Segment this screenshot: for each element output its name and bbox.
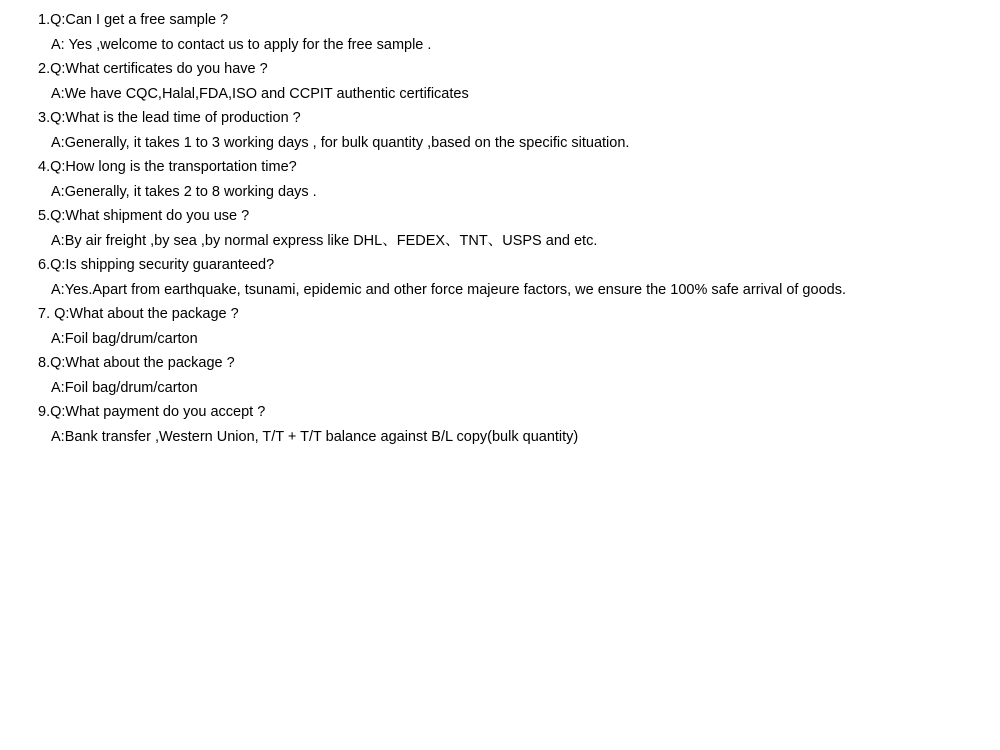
faq-answer: A:Foil bag/drum/carton (51, 379, 198, 396)
faq-question: 4.Q:How long is the transportation time? (38, 159, 297, 175)
faq-answer: A: Yes ,welcome to contact us to apply for the free sample . (51, 36, 432, 53)
faq-item (0, 253, 1000, 302)
faq-answer: A:By air freight ,by sea ,by normal express like DHL、FEDEX、TNT、USPS and etc. (51, 232, 598, 249)
faq-question: 9.Q:What payment do you accept ? (38, 404, 266, 420)
faq-item (0, 155, 1000, 204)
faq-answer: A:Bank transfer ,Western Union, T/T + T/T balance against B/L copy(bulk quantity) (51, 428, 579, 445)
faq-item (0, 400, 1000, 449)
faq-item (0, 302, 1000, 351)
faq-item (0, 106, 1000, 155)
faq-item (0, 8, 1000, 57)
faq-answer: A:Generally, it takes 1 to 3 working days , for bulk quantity ,based on the specific situation. (51, 134, 630, 151)
faq-item (0, 204, 1000, 253)
faq-answer: A:Foil bag/drum/carton (51, 330, 198, 347)
faq-answer: A:Yes.Apart from earthquake, tsunami, epidemic and other force majeure factors, we ensure the 100% safe arrival of goods. (51, 281, 846, 298)
faq-question: 3.Q:What is the lead time of production ? (38, 110, 301, 126)
faq-item (0, 351, 1000, 400)
faq-answer: A:We have CQC,Halal,FDA,ISO and CCPIT authentic certificates (51, 85, 469, 102)
faq-question: 6.Q:Is shipping security guaranteed? (38, 257, 275, 273)
faq-question: 5.Q:What shipment do you use ? (38, 208, 250, 224)
faq-question: 7. Q:What about the package ? (38, 306, 239, 322)
faq-answer: A:Generally, it takes 2 to 8 working days . (51, 183, 317, 200)
faq-item (0, 57, 1000, 106)
faq-question: 8.Q:What about the package ? (38, 355, 235, 371)
faq-question: 1.Q:Can I get a free sample ? (38, 12, 229, 28)
faq-question: 2.Q:What certificates do you have ? (38, 61, 268, 77)
